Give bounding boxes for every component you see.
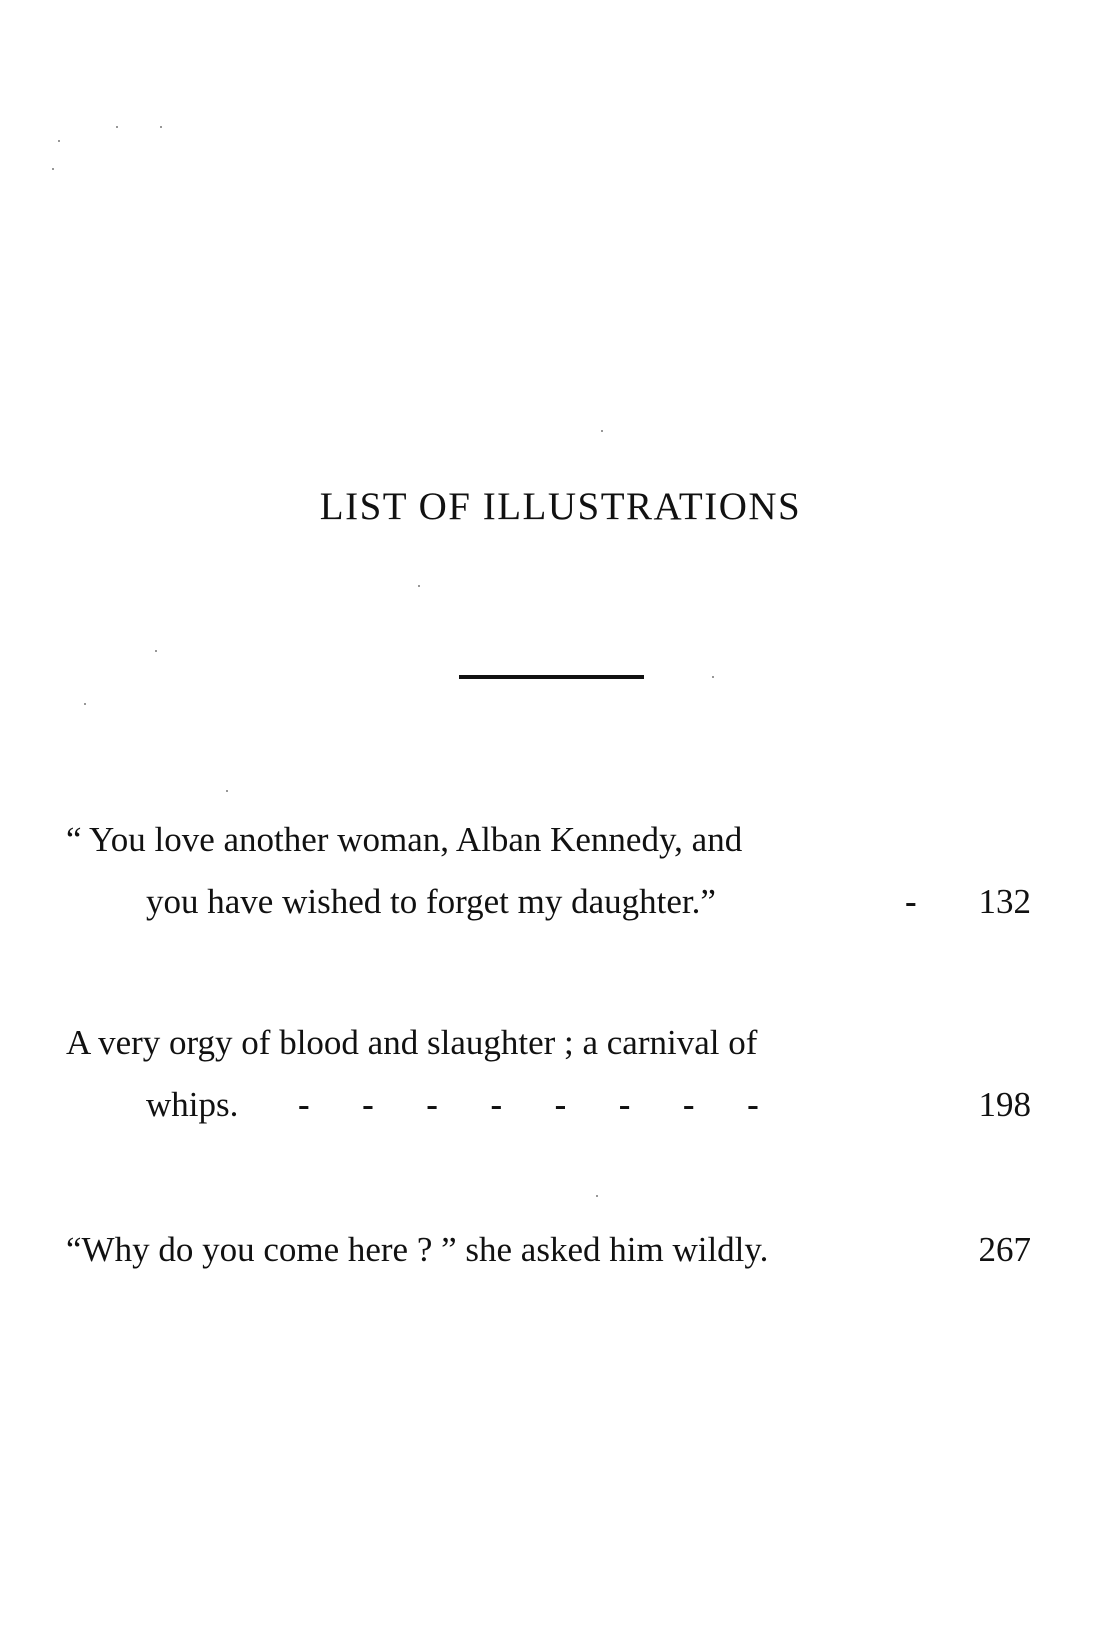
illustration-entry <box>0 1025 1111 1135</box>
illustration-entry <box>0 822 1111 932</box>
print-speck <box>84 703 86 705</box>
page-number: 198 <box>978 1085 1031 1124</box>
print-speck <box>226 790 228 792</box>
entry-caption-line-1: A very orgy of blood and slaughter ; a carnival of <box>66 1023 758 1062</box>
print-speck <box>712 676 714 678</box>
illustration-entry <box>0 1232 1111 1282</box>
print-speck <box>155 650 157 652</box>
entry-caption-line-2: whips. <box>146 1085 239 1124</box>
print-speck <box>596 1195 598 1197</box>
leader-dots: - - - - - - - - <box>298 1085 759 1124</box>
print-speck <box>418 585 420 587</box>
entry-caption-line-1: “Why do you come here ? ” she asked him wildly. <box>66 1230 769 1269</box>
page-number: 267 <box>978 1230 1031 1269</box>
leader-dots: - <box>905 882 917 921</box>
print-speck <box>601 430 603 432</box>
entry-caption-line-1: “ You love another woman, Alban Kennedy, and <box>66 820 743 859</box>
print-speck <box>116 126 118 128</box>
print-speck <box>160 126 162 128</box>
print-speck <box>58 140 60 142</box>
page-title: LIST OF ILLUSTRATIONS <box>319 485 802 528</box>
entry-caption-line-2: you have wished to forget my daughter.” <box>146 882 716 921</box>
page-number: 132 <box>978 882 1031 921</box>
title-divider <box>459 675 644 679</box>
print-speck <box>52 168 54 170</box>
